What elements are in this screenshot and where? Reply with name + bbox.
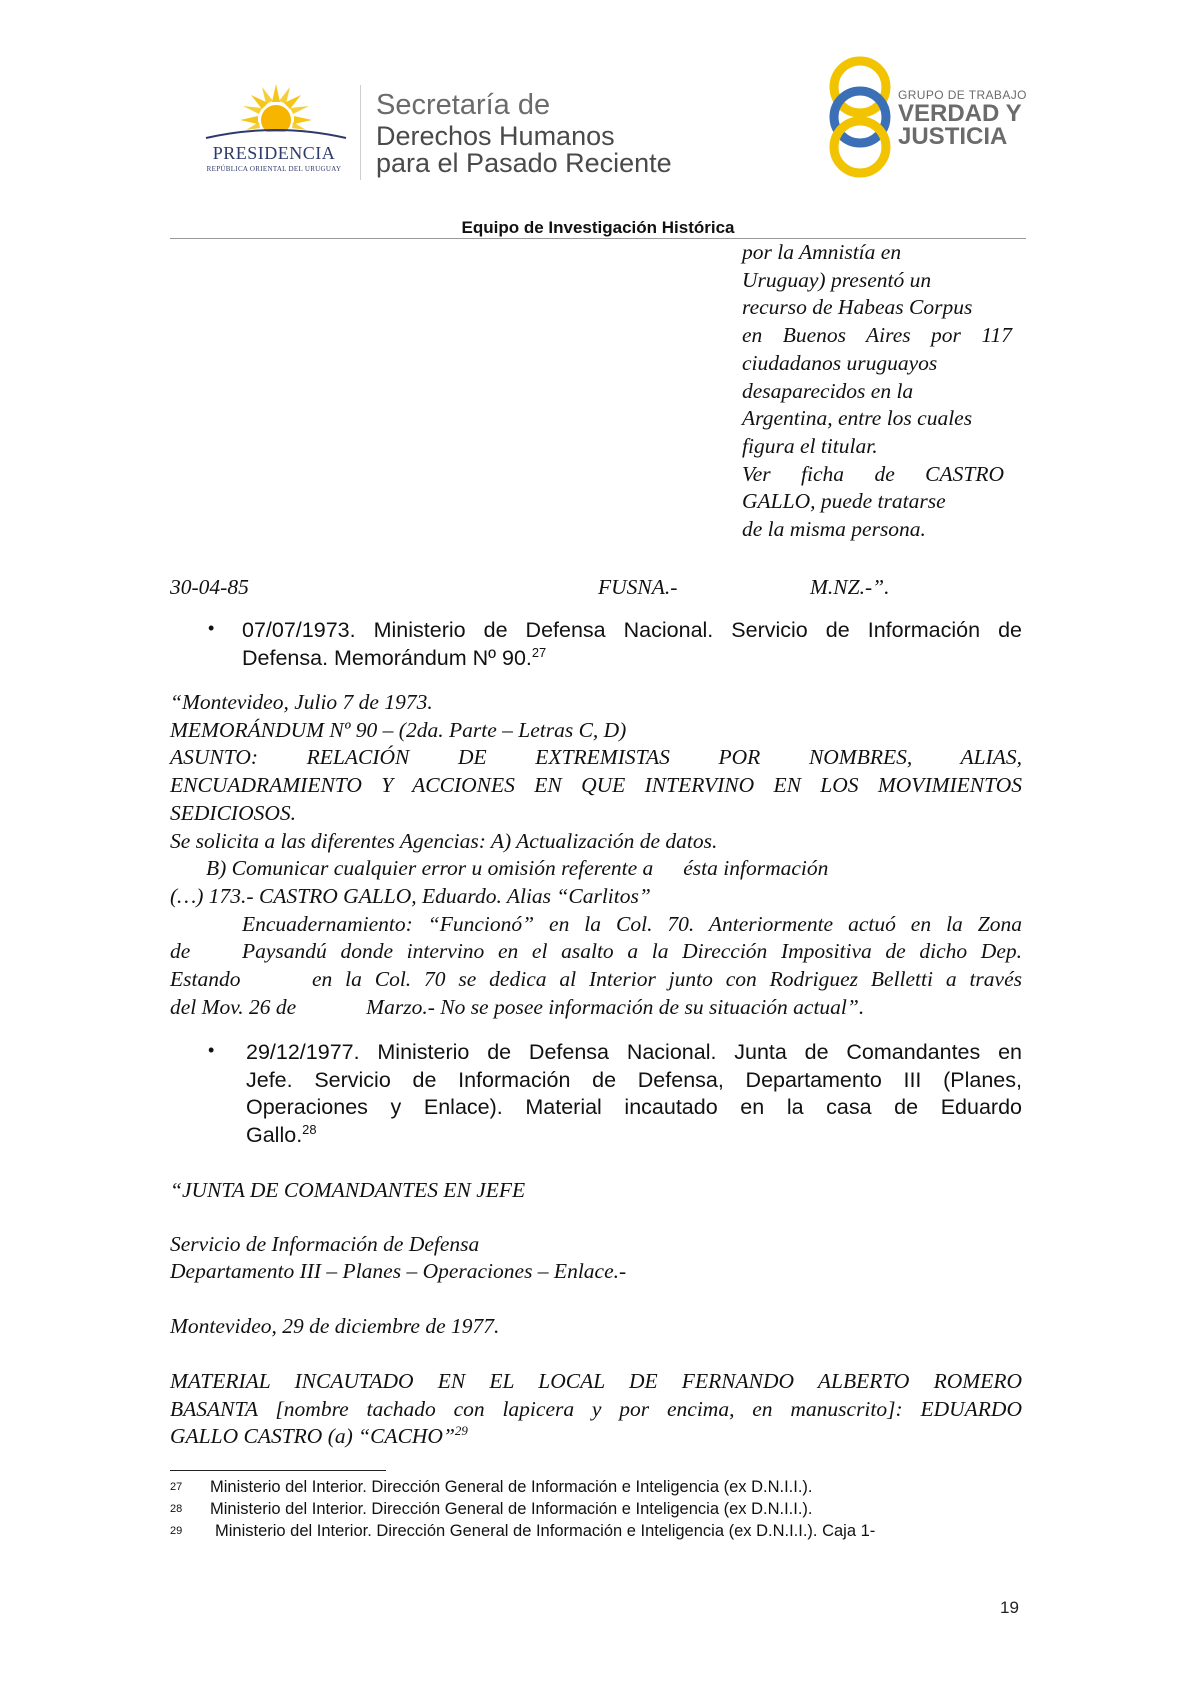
junta-line: Servicio de Información de Defensa xyxy=(170,1232,480,1256)
bullet-2-line-4: Gallo.$^{28}$ xyxy=(246,1121,317,1147)
footnote-ref-27: 27 xyxy=(531,644,547,660)
footnote-27: 27 Ministerio del Interior. Dirección General de Información e Inteligencia (ex D.N.I.I.). xyxy=(170,1478,813,1496)
record-org: FUSNA.- xyxy=(598,575,678,599)
bullet-1-line-1: 07/07/1973. Ministerio de Defensa Nacional. Servicio de Información de xyxy=(242,618,1022,642)
memo-line: ENCUADRAMIENTO Y ACCIONES EN QUE INTERVINO EN LOS MOVIMIENTOS xyxy=(170,773,1022,798)
footnote-28: 28 Ministerio del Interior. Dirección General de Información e Inteligencia (ex D.N.I.I.). xyxy=(170,1500,813,1518)
memo-line: SEDICIOSOS. xyxy=(170,800,296,825)
page-header-title: Equipo de Investigación Histórica xyxy=(461,218,735,237)
memo-line: Se solicita a las diferentes Agencias: A) Actualización de datos. xyxy=(170,828,718,853)
side-note-line: GALLO, puede tratarse xyxy=(742,489,946,514)
junta-line: MATERIAL INCAUTADO EN EL LOCAL DE FERNANDO ALBERTO ROMERO xyxy=(170,1369,1022,1393)
presidencia-wordmark: PRESIDENCIA xyxy=(212,143,336,163)
memo-line: Encuadernamiento: “Funcionó” en la Col. 70. Anteriormente actuó en la Zona xyxy=(242,911,1022,936)
footnote-ref-29: 29 xyxy=(454,1424,468,1439)
footnote-rule xyxy=(170,1470,386,1471)
side-note-line: recurso de Habeas Corpus xyxy=(742,295,973,320)
footnote-ref-28: 28 xyxy=(302,1121,317,1137)
memo-line: (…) 173.- CASTRO GALLO, Eduardo. Alias “Carlitos” xyxy=(170,883,651,908)
junta-heading: “JUNTA DE COMANDANTES EN JEFE xyxy=(170,1178,526,1202)
header-divider xyxy=(360,85,361,180)
side-note-line: Argentina, entre los cuales xyxy=(742,406,973,431)
grupo-trabajo-label: GRUPO DE TRABAJO xyxy=(898,88,1027,102)
junta-line: BASANTA [nombre tachado con lapicera y por encima, en manuscrito]: EDUARDO xyxy=(170,1396,1022,1421)
verdad-label: VERDAD Y xyxy=(898,100,1022,127)
presidencia-subtitle: REPÚBLICA ORIENTAL DEL URUGUAY xyxy=(206,165,342,173)
junta-line: Departamento III – Planes – Operaciones – Enlace.- xyxy=(170,1259,627,1283)
junta-material xyxy=(170,1368,1022,1451)
memo-quote xyxy=(170,689,1022,1021)
side-note-line: desaparecidos en la xyxy=(742,378,914,403)
verdad-justicia-rings-logo xyxy=(820,55,900,179)
secretaria-line-1: Secretaría de xyxy=(376,89,551,121)
bullet-2-line-1: 29/12/1977. Ministerio de Defensa Nacional. Junta de Comandantes en xyxy=(246,1040,1022,1064)
memo-line: B) Comunicar cualquier error u omisión referente a ésta información xyxy=(206,856,829,881)
side-note-line: Uruguay) presentó un xyxy=(742,267,932,292)
junta-line: GALLO CASTRO (a) “CACHO”$^{29}$ xyxy=(170,1424,468,1449)
side-note xyxy=(742,239,1022,544)
memo-line: Estando en la Col. 70 se dedica al Interior junto con Rodriguez Belletti a través xyxy=(170,967,1022,992)
footnote-29: 29 Ministerio del Interior. Dirección General de Información e Inteligencia (ex D.N.I.I.). Caja 1- xyxy=(170,1522,876,1540)
secretaria-line-3: para el Pasado Reciente xyxy=(376,148,672,178)
bullet-2-line-3: Operaciones y Enlace). Material incautado en la casa de Eduardo xyxy=(246,1095,1022,1120)
side-note-line: en Buenos Aires por 117 xyxy=(742,323,1012,348)
junta-date: Montevideo, 29 de diciembre de 1977. xyxy=(170,1314,500,1338)
memo-line: MEMORÁNDUM Nº 90 – (2da. Parte – Letras C, D) xyxy=(170,717,627,742)
memo-line: “Montevideo, Julio 7 de 1973. xyxy=(170,690,433,714)
side-note-line: por la Amnistía en xyxy=(742,240,902,264)
justicia-label: JUSTICIA xyxy=(898,123,1008,150)
bullet-2-line-2: Jefe. Servicio de Información de Defensa, Departamento III (Planes, xyxy=(246,1067,1022,1092)
side-note-line: de la misma persona. xyxy=(742,517,926,542)
memo-line: ASUNTO: RELACIÓN DE EXTREMISTAS POR NOMBRES, ALIAS, xyxy=(170,745,1022,770)
page-number: 19 xyxy=(1000,1598,1019,1617)
side-note-line: Ver ficha de CASTRO xyxy=(742,461,1004,486)
secretaria-line-2: Derechos Humanos xyxy=(376,121,615,151)
bullet-1-line-2: Defensa. Memorándum Nº 90.27 xyxy=(242,644,547,670)
bullet-1 xyxy=(242,617,1022,672)
record-date: 30-04-85 xyxy=(170,575,249,599)
record-code: M.NZ.-”. xyxy=(810,575,890,599)
memo-line: de Paysandú donde intervino en el asalto a la Dirección Impositiva de dicho Dep. xyxy=(170,939,1022,964)
memo-line: del Mov. 26 de Marzo.- No se posee información de su situación actual”. xyxy=(170,994,865,1019)
side-note-line: figura el titular. xyxy=(742,433,878,458)
side-note-line: ciudadanos uruguayos xyxy=(742,350,938,375)
bullet-dot: • xyxy=(208,618,215,638)
bullet-dot: • xyxy=(208,1040,215,1060)
bullet-2 xyxy=(246,1039,1022,1149)
